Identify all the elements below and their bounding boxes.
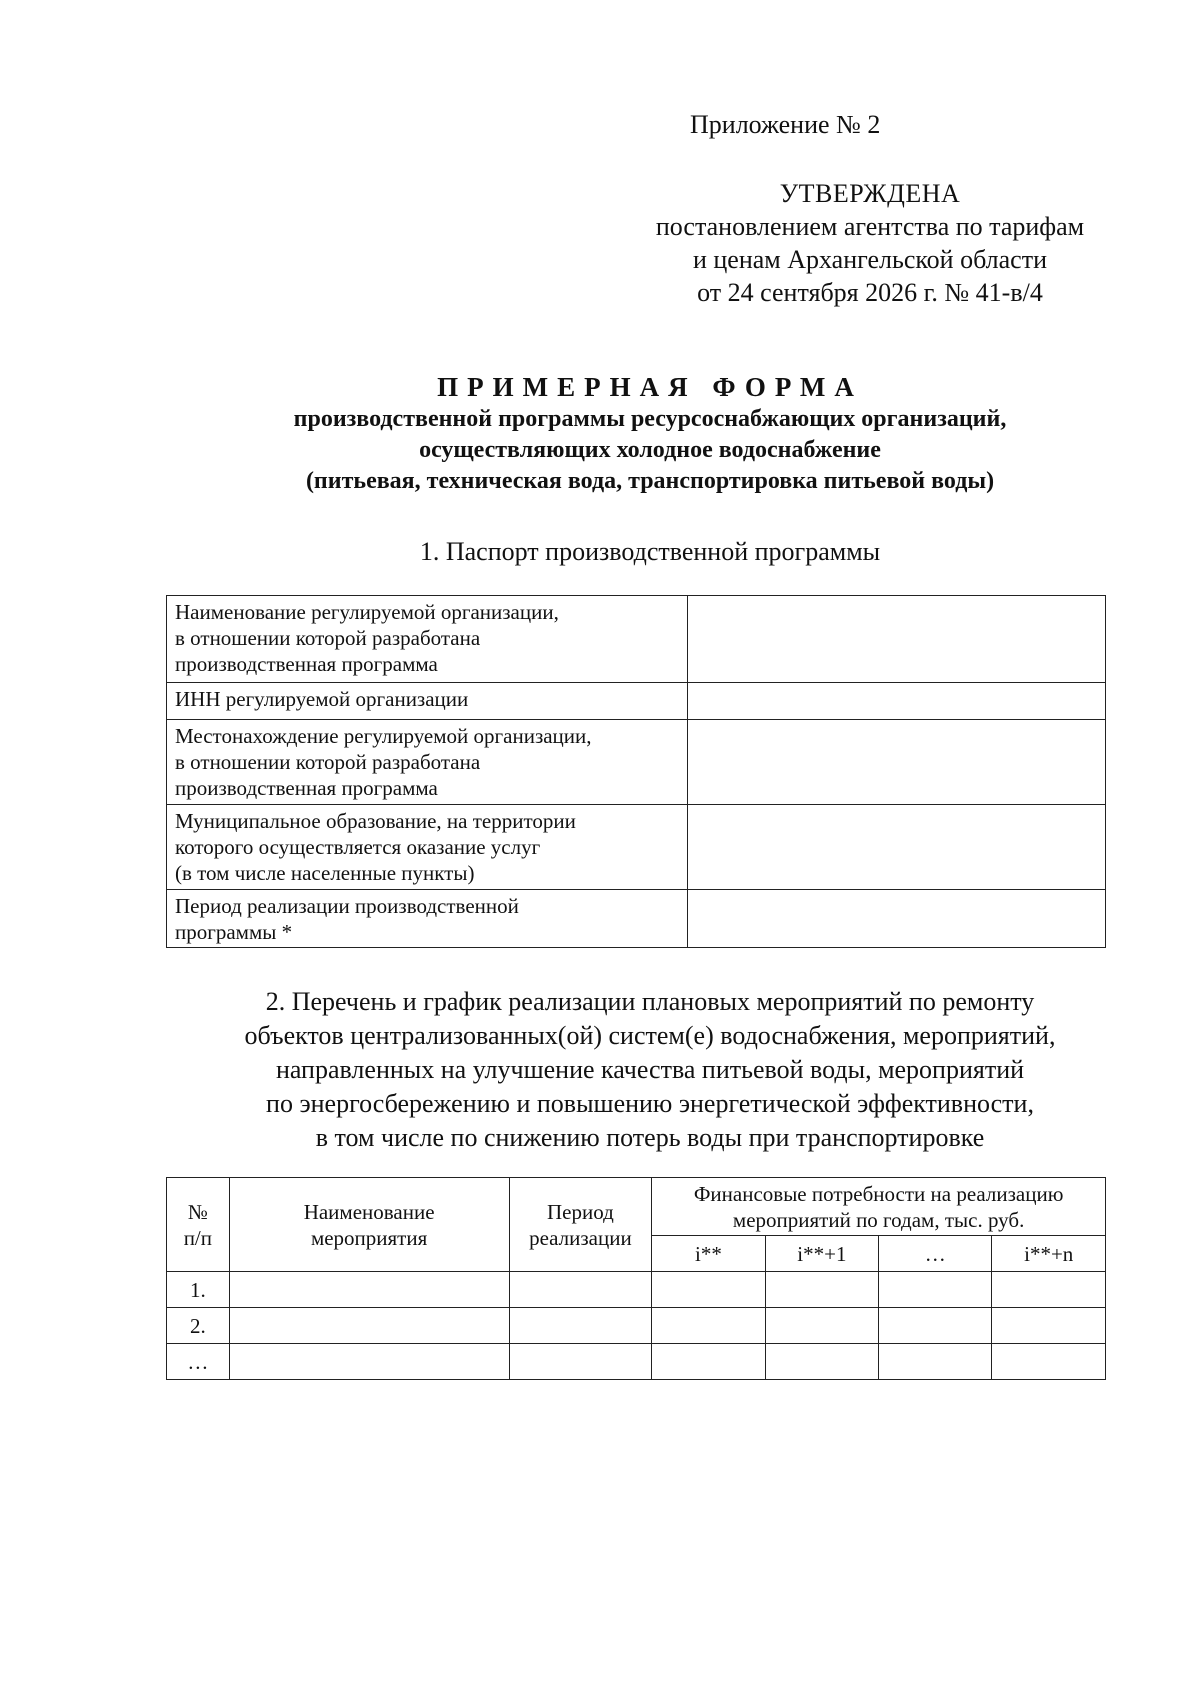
col-finance-header	[652, 1178, 1106, 1236]
heading-line: (питьевая, техническая вода, транспортировка питьевой воды)	[305, 468, 995, 494]
row-number: 2.	[167, 1308, 230, 1344]
table-cell	[229, 1344, 509, 1380]
events-table	[166, 1177, 1106, 1380]
passport-label	[167, 683, 688, 720]
passport-value	[688, 596, 1106, 683]
passport-value	[688, 890, 1106, 948]
label-line: производственная программа	[175, 776, 438, 800]
table-cell	[992, 1344, 1106, 1380]
passport-label	[167, 720, 688, 805]
table-row	[167, 890, 1106, 948]
heading-line: производственной программы ресурсоснабжающих организаций,	[293, 406, 1007, 432]
header-line: Период	[546, 1199, 614, 1224]
label-line: Наименование регулируемой организации,	[175, 600, 559, 624]
document-heading	[100, 370, 1200, 497]
header-line: мероприятий по годам, тыс. руб.	[732, 1207, 1025, 1232]
year-col-header: i**+1	[765, 1236, 879, 1272]
appendix-label: Приложение № 2	[690, 110, 881, 139]
passport-value	[688, 720, 1106, 805]
section2-title-line: по энергосбережению и повышению энергетической эффективности,	[266, 1089, 1034, 1118]
section2-title-line: объектов централизованных(ой) систем(е) водоснабжения, мероприятий,	[244, 1021, 1056, 1050]
approval-line: и ценам Архангельской области	[692, 245, 1048, 274]
header-line: Финансовые потребности на реализацию	[693, 1181, 1064, 1206]
col-period-header	[509, 1178, 652, 1272]
section1-title: 1. Паспорт производственной программы	[419, 537, 881, 566]
table-row	[167, 596, 1106, 683]
header-line: №	[187, 1199, 208, 1224]
table-cell	[992, 1308, 1106, 1344]
passport-label	[167, 890, 688, 948]
table-row	[167, 1308, 1106, 1344]
passport-label	[167, 805, 688, 890]
row-number: 1.	[167, 1272, 230, 1308]
table-cell	[229, 1272, 509, 1308]
label-line: ИНН регулируемой организации	[175, 687, 469, 711]
passport-value	[688, 683, 1106, 720]
section2-title-line: 2. Перечень и график реализации плановых мероприятий по ремонту	[265, 987, 1035, 1016]
label-line: производственная программа	[175, 652, 438, 676]
label-line: в отношении которой разработана	[175, 750, 481, 774]
label-line: (в том числе населенные пункты)	[175, 861, 475, 885]
header-line: Наименование	[303, 1199, 435, 1224]
table-cell	[509, 1308, 652, 1344]
table-cell	[992, 1272, 1106, 1308]
table-row	[167, 720, 1106, 805]
section2-title	[100, 985, 1200, 1155]
approval-line: постановлением агентства по тарифам	[655, 212, 1085, 241]
label-line: которого осуществляется оказание услуг	[175, 835, 541, 859]
year-col-header: i**+n	[992, 1236, 1106, 1272]
label-line: в отношении которой разработана	[175, 626, 481, 650]
table-cell	[509, 1344, 652, 1380]
passport-value	[688, 805, 1106, 890]
table-cell	[509, 1272, 652, 1308]
header-line: п/п	[183, 1225, 212, 1250]
table-cell	[652, 1344, 765, 1380]
label-line: Местонахождение регулируемой организации,	[175, 724, 592, 748]
table-row	[167, 805, 1106, 890]
table-cell	[879, 1308, 992, 1344]
col-no-header	[167, 1178, 230, 1272]
approval-block	[560, 177, 1180, 309]
table-cell	[765, 1272, 879, 1308]
passport-table	[166, 595, 1106, 948]
heading-line: осуществляющих холодное водоснабжение	[419, 437, 881, 463]
year-col-header: …	[879, 1236, 992, 1272]
table-row	[167, 683, 1106, 720]
header-line: мероприятия	[310, 1225, 428, 1250]
table-cell	[652, 1308, 765, 1344]
approval-title: УТВЕРЖДЕНА	[779, 179, 961, 208]
table-header-row	[167, 1178, 1106, 1236]
table-cell	[765, 1344, 879, 1380]
label-line: Муниципальное образование, на территории	[175, 809, 576, 833]
table-cell	[879, 1344, 992, 1380]
table-cell	[229, 1308, 509, 1344]
table-cell	[765, 1308, 879, 1344]
section2-title-line: в том числе по снижению потерь воды при транспортировке	[315, 1123, 985, 1152]
label-line: программы *	[175, 920, 293, 944]
form-title: ПРИМЕРНАЯ ФОРМА	[437, 372, 863, 402]
label-line: Период реализации производственной	[175, 894, 519, 918]
table-row	[167, 1272, 1106, 1308]
section2-title-line: направленных на улучшение качества питьевой воды, мероприятий	[275, 1055, 1025, 1084]
col-name-header	[229, 1178, 509, 1272]
table-row	[167, 1344, 1106, 1380]
approval-line: от 24 сентября 2026 г. № 41-в/4	[697, 278, 1043, 307]
header-line: реализации	[529, 1225, 632, 1250]
table-cell	[879, 1272, 992, 1308]
row-number: …	[167, 1344, 230, 1380]
table-cell	[652, 1272, 765, 1308]
passport-label	[167, 596, 688, 683]
year-col-header: i**	[652, 1236, 765, 1272]
